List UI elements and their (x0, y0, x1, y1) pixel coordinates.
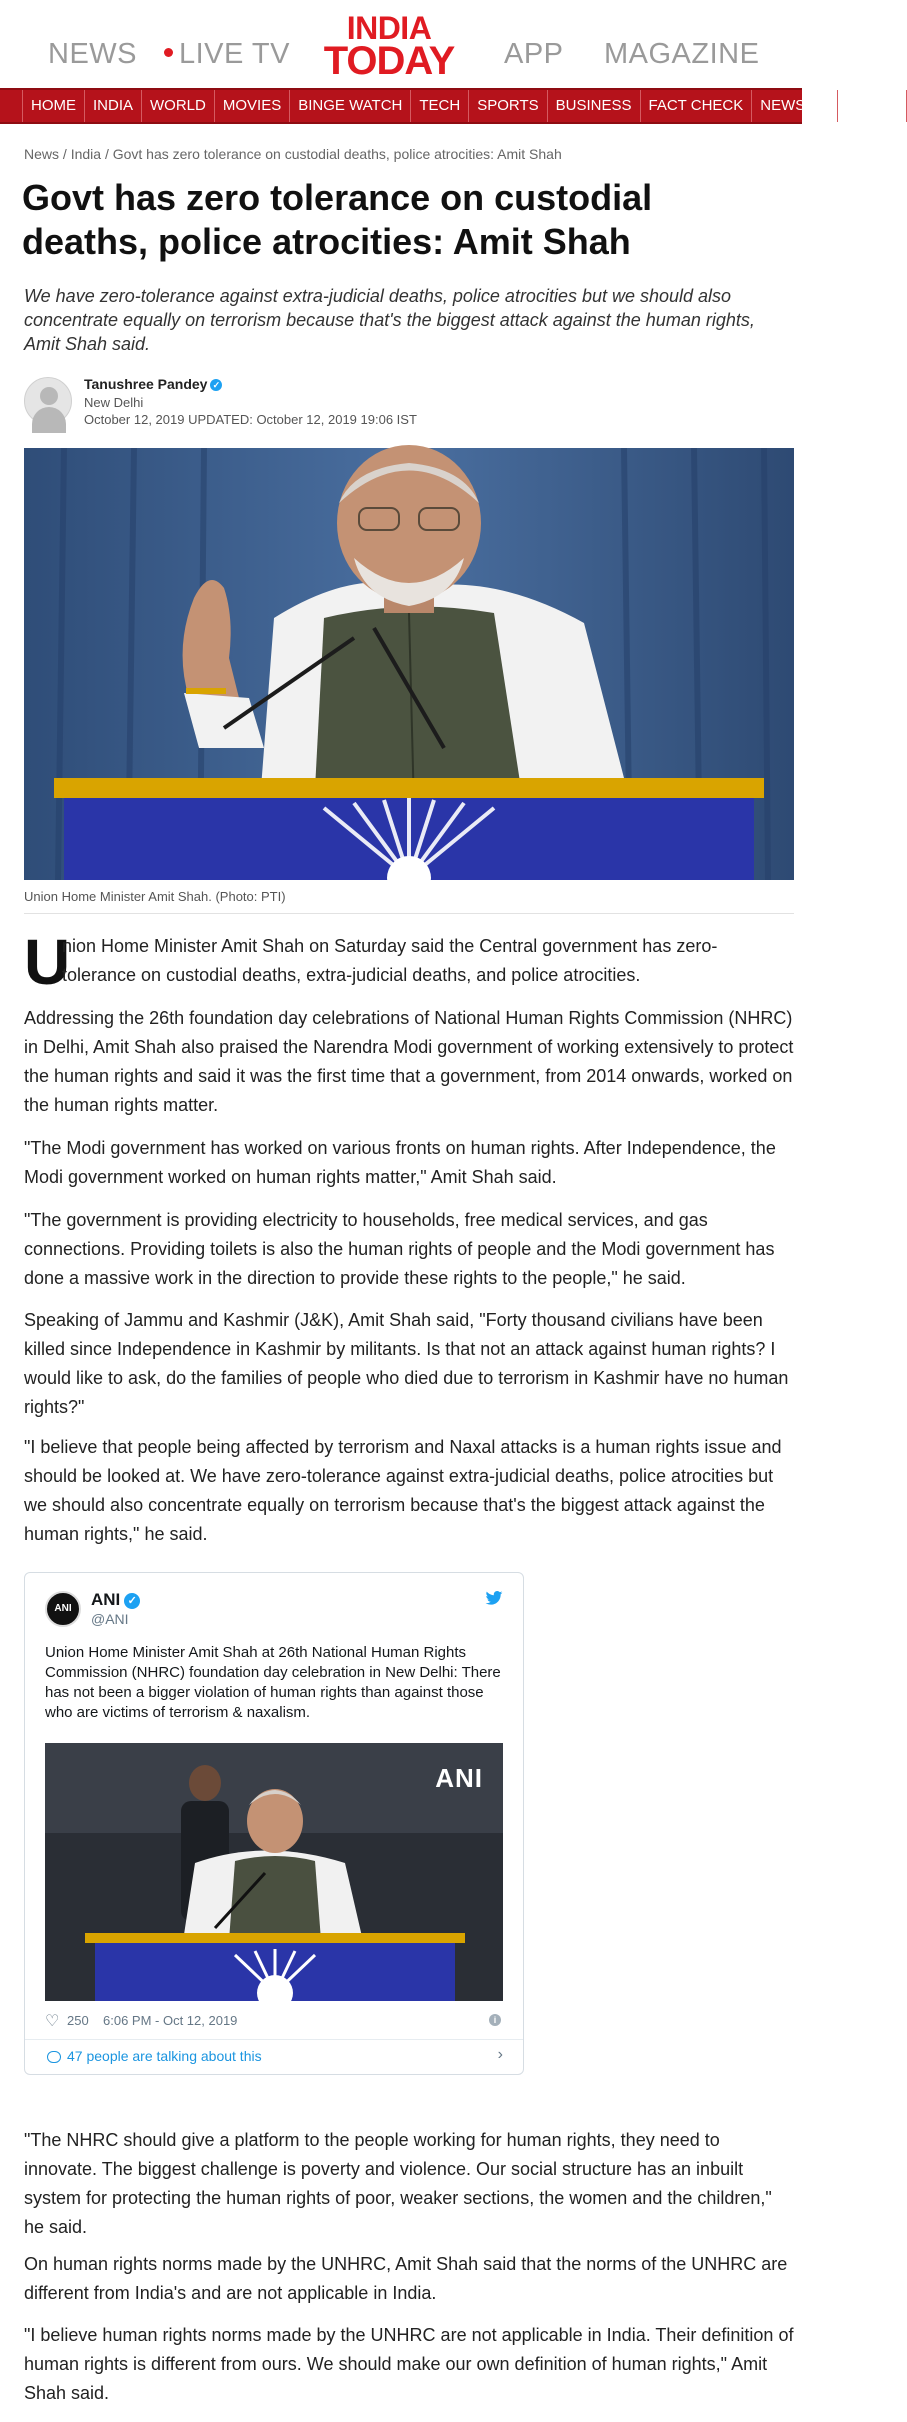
paragraph-3: "The Modi government has worked on various fronts on human rights. After Independence, the Modi government worked on human rights matter," Amit Shah said. (24, 1138, 776, 1187)
logo-line1: INDIA (346, 10, 432, 46)
hero-illustration (24, 448, 794, 880)
menu-item-newsmo[interactable]: NEWSMO (752, 90, 838, 122)
tweet-text: Union Home Minister Amit Shah at 26th National Human Rights Commission (NHRC) foundation day celebration in New Delhi: There has not been a bigger violation of human rights than against those who are victims of terrorism & naxalism. (45, 1644, 501, 1721)
menu-item-fact-check[interactable]: FACT CHECK (641, 90, 753, 122)
author-location: New Delhi (84, 395, 144, 410)
logo-line2: TODAY (323, 39, 455, 84)
breadcrumb-sep: / (104, 146, 109, 162)
paragraph-5: Speaking of Jammu and Kashmir (J&K), Amit Shah said, "Forty thousand civilians have been killed since Independence in Kashmir by militants. Is that not an attack against human rights? I would like to ask, do the families of people who died due to terrorism in Kashmir have no human rights?" (24, 1310, 789, 1417)
nav-news-link[interactable]: NEWS (48, 38, 137, 70)
tweet-conversation-link[interactable]: 47 people are talking about this (67, 2048, 262, 2064)
tweet-handle[interactable]: @ANI (91, 1611, 129, 1627)
chevron-right-icon[interactable]: › (497, 2046, 503, 2063)
menu-item-business[interactable]: BUSINESS (548, 90, 641, 122)
menu-item-tech[interactable]: TECH (411, 90, 469, 122)
menu-item-movies[interactable]: MOVIES (215, 90, 290, 122)
site-logo[interactable] (316, 10, 462, 84)
media-watermark: ANI (435, 1763, 483, 1793)
paragraph-1: nion Home Minister Amit Shah on Saturday said the Central government has zero-tolerance on custodial deaths, extra-judicial deaths, and police atrocities. (62, 936, 718, 985)
author-name[interactable] (84, 376, 222, 392)
menu-item-india[interactable]: INDIA (85, 90, 142, 122)
tweet-media[interactable] (45, 1743, 503, 2001)
nav-live-tv-link[interactable] (164, 38, 290, 71)
tweet-author[interactable] (91, 1590, 140, 1610)
article-summary: We have zero-tolerance against extra-judicial deaths, police atrocities but we should also concentrate equally on terrorism because that's the biggest attack against the human rights, Amit Shah said. (24, 286, 755, 354)
verified-icon: ✓ (210, 379, 222, 391)
heart-icon[interactable]: ♡ (45, 2013, 60, 2030)
tweet-embed[interactable] (24, 1572, 524, 2075)
tweet-divider (25, 2039, 523, 2040)
comment-bubble-icon (47, 2051, 61, 2063)
divider (24, 913, 794, 914)
paragraph-4: "The government is providing electricity to households, free medical services, and gas connections. Providing toilets is also the human rights of people and the Modi government has done a massive work in the direction to provide these rights to the people," he said. (24, 1210, 775, 1288)
verified-icon: ✓ (124, 1593, 140, 1609)
tweet-author-name: ANI (91, 1590, 121, 1609)
info-icon[interactable]: i (489, 2014, 501, 2026)
live-dot-icon (164, 48, 173, 57)
tweet-timestamp[interactable]: 6:06 PM - Oct 12, 2019 (103, 2013, 238, 2028)
avatar-head-shape (40, 387, 58, 405)
paragraph-6: "I believe that people being affected by terrorism and Naxal attacks is a human rights issue and should be looked at. We have zero-tolerance against extra-judicial deaths, police atrocities but we should also concentrate equally on terrorism because that's the biggest attack against the human rights," he said. (24, 1437, 782, 1544)
breadcrumb-current: Govt has zero tolerance on custodial deaths, police atrocities: Amit Shah (112, 146, 562, 162)
section-menu (0, 88, 899, 124)
menu-item-home[interactable]: HOME (22, 90, 85, 122)
author-avatar[interactable] (24, 377, 72, 425)
avatar-body-shape (32, 407, 66, 433)
breadcrumb-sep: / (62, 146, 67, 162)
menu-item-binge-watch[interactable]: BINGE WATCH (290, 90, 411, 122)
hero-image (24, 448, 794, 880)
article-dates: October 12, 2019 UPDATED: October 12, 2019 19:06 IST (84, 412, 417, 427)
twitter-bird-icon[interactable] (485, 1591, 503, 1605)
nav-app-link[interactable]: APP (504, 38, 564, 70)
drop-cap: U (24, 926, 71, 998)
menu-item-trend[interactable]: TREND (838, 90, 907, 122)
paragraph-7: "The NHRC should give a platform to the people working for human rights, they need to innovate. The biggest challenge is poverty and violence. Our social structure has an inbuilt system for protecting the human rights of poor, weaker sections, the women and the children," he said. (24, 2130, 772, 2237)
tweet-avatar[interactable]: ANI (45, 1591, 81, 1627)
nav-live-tv-label: LIVE TV (179, 38, 290, 70)
nav-magazine-link[interactable]: MAGAZINE (604, 38, 760, 70)
image-caption: Union Home Minister Amit Shah. (Photo: PTI) (24, 889, 286, 904)
paragraph-2: Addressing the 26th foundation day celebrations of National Human Rights Commission (NHRC) in Delhi, Amit Shah also praised the Narendra Modi government of working extensively to protect the human rights and said it was the first time that a government, from 2014 onwards, worked on the human rights matter. (24, 1008, 794, 1115)
menu-item-sports[interactable]: SPORTS (469, 90, 547, 122)
tweet-like-count[interactable]: 250 (67, 2013, 89, 2028)
breadcrumb (24, 146, 562, 162)
author-name-label: Tanushree Pandey (84, 376, 208, 392)
site-header (0, 0, 802, 88)
paragraph-9: "I believe human rights norms made by the UNHRC are not applicable in India. Their definition of human rights is different from ours. We should make our own definition of human rights," Amit Shah said. (24, 2325, 794, 2403)
menu-item-world[interactable]: WORLD (142, 90, 215, 122)
article-title: Govt has zero tolerance on custodial deaths, police atrocities: Amit Shah (22, 177, 653, 262)
paragraph-8: On human rights norms made by the UNHRC, Amit Shah said that the norms of the UNHRC are different from India's and are not applicable in India. (24, 2254, 788, 2303)
breadcrumb-news[interactable]: News (24, 146, 60, 162)
breadcrumb-india[interactable]: India (70, 146, 102, 162)
